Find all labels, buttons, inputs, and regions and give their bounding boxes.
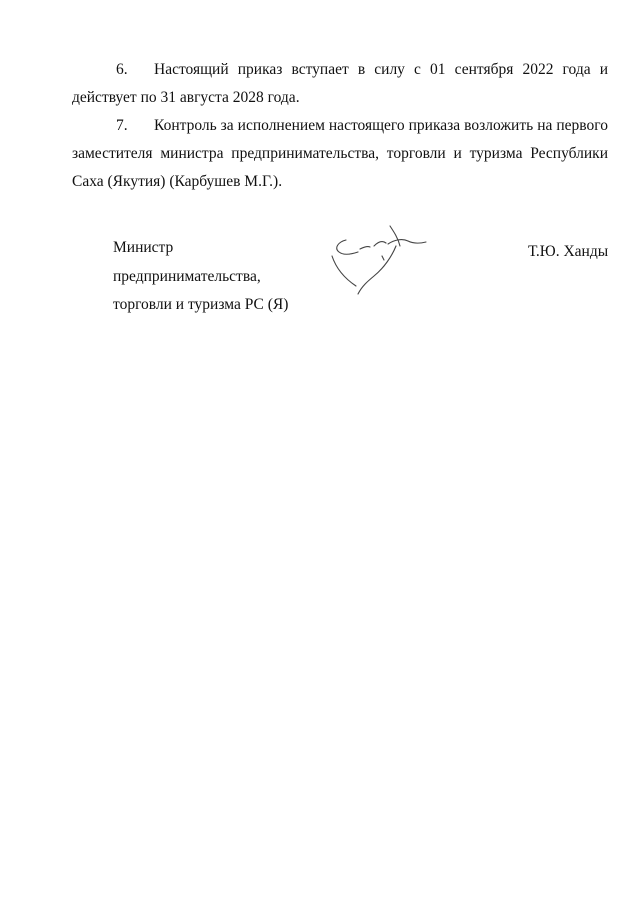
paragraph-7 bbox=[72, 112, 608, 196]
paragraph-text: Настоящий приказ вступает в силу с 01 сентября 2022 года и действует по 31 августа 2028 года. bbox=[72, 61, 608, 106]
paragraph-text: Контроль за исполнением настоящего приказа возложить на первого заместителя министра предпринимательства, торговли и туризма Республики Саха (Якутия) (Карбушев М.Г.). bbox=[72, 117, 608, 190]
signatory-title-line: Министр bbox=[113, 239, 174, 256]
paragraph-number: 6. bbox=[116, 61, 128, 78]
handwritten-signature bbox=[322, 216, 434, 302]
signatory-title bbox=[113, 234, 288, 320]
signatory-title-line: предпринимательства, bbox=[113, 267, 261, 285]
paragraph-6 bbox=[72, 56, 608, 112]
signatory-title-line: торговли и туризма РС (Я) bbox=[113, 296, 289, 313]
paragraph-number: 7. bbox=[116, 117, 128, 134]
signatory-name: Т.Ю. Ханды bbox=[528, 243, 609, 260]
